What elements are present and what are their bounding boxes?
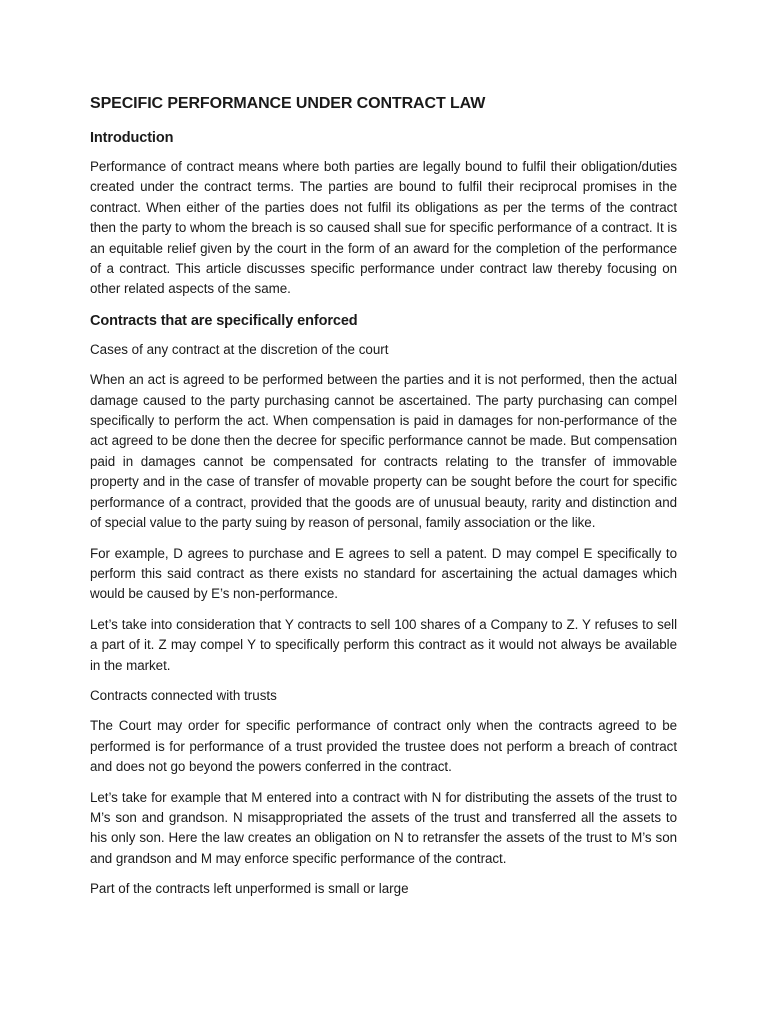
document-title: SPECIFIC PERFORMANCE UNDER CONTRACT LAW [90,95,486,112]
paragraph-shares-example: Let’s take into consideration that Y contracts to sell 100 shares of a Company to Z. Y refuses to sell a part of it. Z may compel Y to specifically perform this contract as it would not always be available in the market. [90,616,677,673]
paragraph-trust-example: Let’s take for example that M entered into a contract with N for distributing the assets of the trust to M’s son and grandson. N misappropriated the assets of the trust and transferred all the assets to his only son. Here the law creates an obligation on N to retransfer the assets of the trust to M’s son and grandson and M may enforce specific performance of the contract. [90,789,677,866]
document-page [90,92,677,910]
subheading-discretion-of-court: Cases of any contract at the discretion of the court [90,341,389,357]
paragraph-patent-example: For example, D agrees to purchase and E agrees to sell a patent. D may compel E specifically to perform this said contract as there exists no standard for ascertaining the actual damages which would be caused by E’s non-performance. [90,545,677,602]
section-heading-specifically-enforced: Contracts that are specifically enforced [90,312,358,329]
paragraph-trust: The Court may order for specific performance of contract only when the contracts agreed to be performed is for performance of a trust provided the trustee does not perform a breach of contract and does not go beyond the powers conferred in the contract. [90,718,677,775]
introduction-paragraph: Performance of contract means where both parties are legally bound to fulfil their obligation/duties created under the contract terms. The parties are bound to fulfil their reciprocal promises in the contract. When either of the parties does not fulfil its obligations as per the terms of the contract then the party to whom the breach is so caused shall sue for specific performance of a contract. It is an equitable relief given by the court in the form of an award for the completion of the performance of a contract. This article discusses specific performance under contract law thereby focusing on other related aspects of the same. [90,159,677,297]
subheading-trusts: Contracts connected with trusts [90,687,277,703]
paragraph-act-not-performed: When an act is agreed to be performed between the parties and it is not performed, then the actual damage caused to the party purchasing cannot be ascertained. The party purchasing can compel specifically to perform the act. When compensation is paid in damages for non-performance of the act agreed to be done then the decree for specific performance cannot be made. But compensation paid in damages cannot be compensated for contracts relating to the transfer of immovable property and in the case of transfer of movable property can be sought before the court for specific performance of a contract, provided that the goods are of unusual beauty, rarity and distinction and of special value to the party suing by reason of personal, family association or the like. [90,372,677,531]
introduction-heading: Introduction [90,130,174,146]
subheading-unperformed-part: Part of the contracts left unperformed is small or large [90,881,409,897]
